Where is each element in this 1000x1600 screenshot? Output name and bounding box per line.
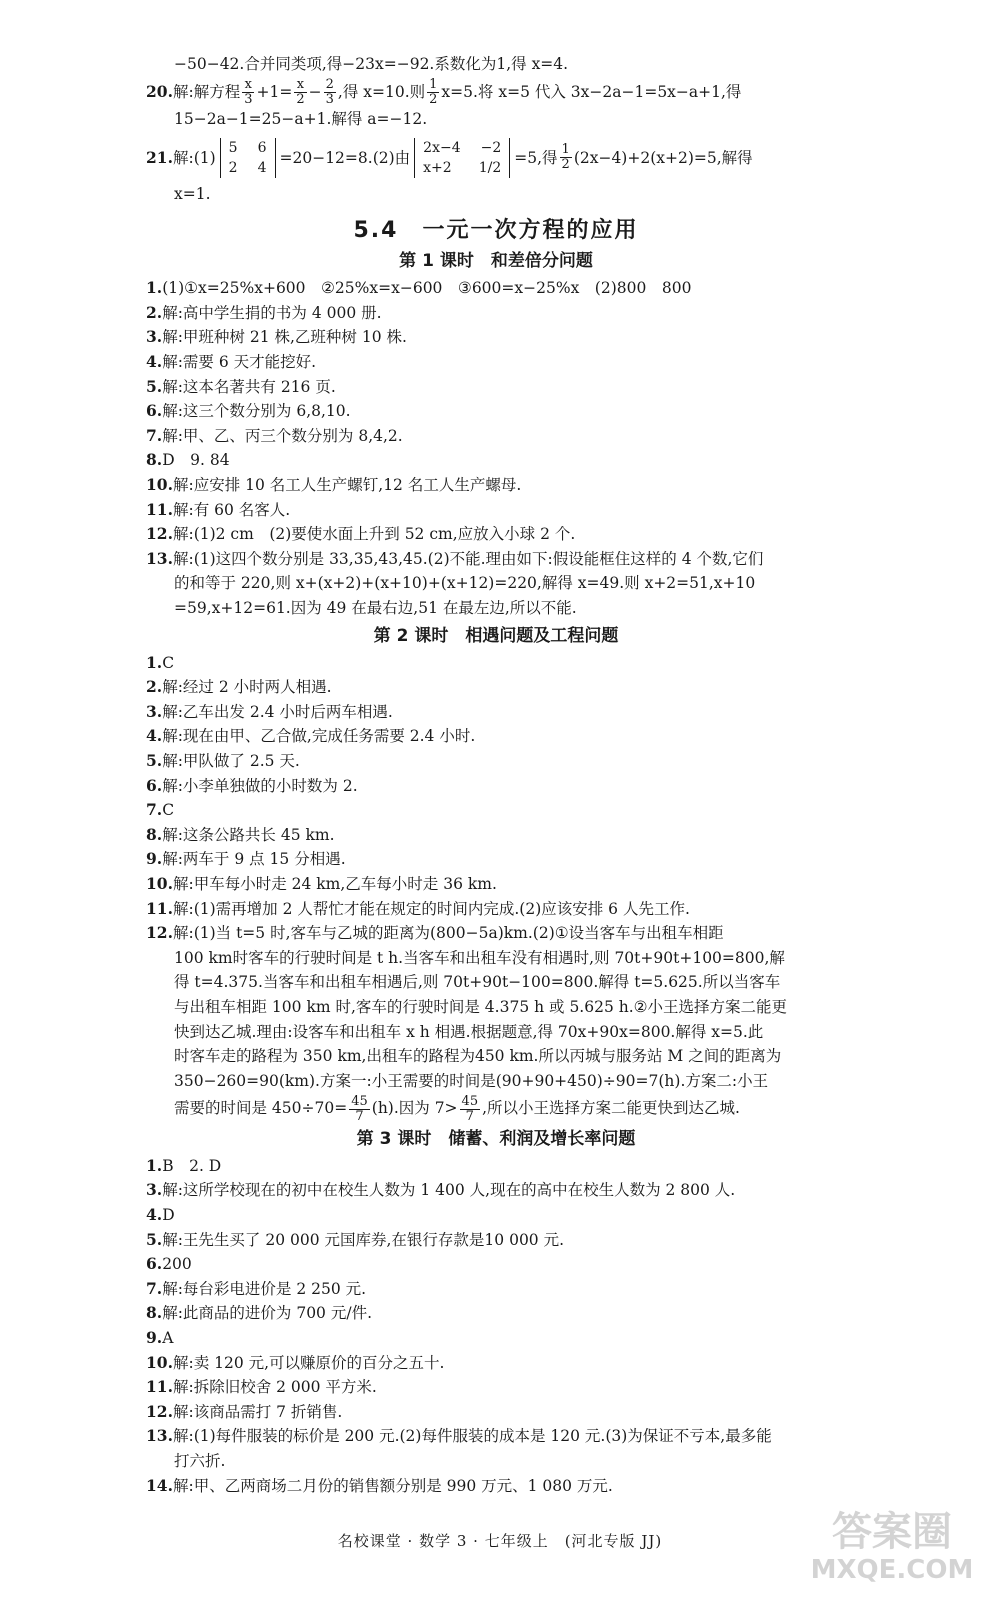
question-number: 8. [146,1303,163,1323]
lesson-2-answer-item [146,847,846,872]
question-number: 7. [146,1278,163,1298]
question-number: 1. [146,652,163,672]
lesson-3-answer-item [146,1277,846,1302]
question-number: 9. [146,1327,163,1347]
answer-text: B 2. D [162,1156,222,1175]
lesson-1-answer-item [146,547,846,572]
answer-text: 解:这所学校现在的初中在校生人数为 1 400 人,现在的高中在校生人数为 2 800 人. [162,1181,736,1200]
lesson-2-answer-item [146,798,846,823]
question-number: 11. [146,499,173,519]
question-number: 5. [146,1229,163,1249]
q19-tail: −50−42.合并同类项,得−23x=−92.系数化为1,得 x=4. [174,55,569,73]
answer-text: 解:甲队做了 2.5 天. [162,751,300,770]
lesson-2-answer-item [146,749,846,774]
lesson-1-answer-item [146,448,846,473]
question-number: 3. [146,701,163,721]
lesson-3-q13-line2: 打六折. [174,1451,226,1470]
lesson-1-q13-line2: 的和等于 220,则 x+(x+2)+(x+10)+(x+12)=220,解得 x=49.则 x+2=51,x+10 [174,574,756,593]
question-number: 10. [146,1352,173,1372]
question-number: 5. [146,750,163,770]
lesson-1-answer-item [146,522,846,547]
lesson-3-answer-item [146,1154,846,1179]
lesson-2-q12-line: 350−260=90(km).方案一:小王需要的时间是(90+90+450)÷90=7(h).方案二:小王 [174,1071,769,1090]
question-number: 3. [146,1180,163,1200]
answer-text: 解:这条公路共长 45 km. [162,825,335,844]
fraction: $\frac{1}{2}$ [429,77,438,108]
fraction: $\frac{1}{2}$ [561,142,570,173]
watermark-url: MXQE.COM [810,1555,974,1585]
answer-text: 解:乙车出发 2.4 小时后两车相遇. [162,702,393,721]
lesson-3-answers [146,1154,846,1449]
lesson-2-answer-item [146,921,846,946]
answer-text: 解:甲车每小时走 24 km,乙车每小时走 36 km. [172,874,497,893]
answer-text: 解:该商品需打 7 折销售. [172,1402,343,1421]
lesson-1-answer-item [146,325,846,350]
question-number: 1. [146,278,163,298]
question-number: 4. [146,1204,163,1224]
lesson-2-answer-item [146,651,846,676]
lesson-2-answers [146,651,846,946]
lesson-1-answer-item [146,301,846,326]
lesson-2-q12-last-line: 需要的时间是 450÷70= $\frac{45}{7}$ (h).因为 7> $\frac{45}{7}$ ,所以小王选择方案二能更快到达乙城. [174,1093,740,1124]
question-number: 8. [146,824,163,844]
question-number: 8. [146,450,163,470]
question-number: 5. [146,376,163,396]
answer-text: 解:(1)这四个数分别是 33,35,43,45.(2)不能.理由如下:假设能框住这样的 4 个数,它们 [172,549,764,568]
question-number: 13. [146,548,173,568]
lesson-1-answer-item [146,399,846,424]
lesson-2-answer-item [146,700,846,725]
section-title: 5.4 一元一次方程的应用 [353,218,639,244]
answer-text: 解:这本名著共有 216 页. [162,377,336,396]
answer-text: D [162,1205,175,1224]
lesson-3-answer-item [146,1252,846,1277]
fraction: $\frac{x}{2}$ [296,77,305,108]
question-number: 6. [146,401,163,421]
question-number: 9. [146,849,163,869]
lesson-2-q12-line: 时客车走的路程为 350 km,出租车的路程为450 km.所以丙城与服务站 M 之间的距离为 [174,1047,782,1066]
lesson-2-q12-continuation [146,946,846,1094]
question-number: 2. [146,302,163,322]
lesson-3-title: 第 3 课时 储蓄、利润及增长率问题 [356,1128,636,1149]
answer-text: 解:现在由甲、乙合做,完成任务需要 2.4 小时. [162,727,476,746]
lesson-1-answer-item [146,424,846,449]
lesson-2-answer-item [146,774,846,799]
determinant-1: 5 6 2 4 [220,138,276,178]
answer-text: 解:小李单独做的小时数为 2. [162,776,358,795]
answer-text: 解:王先生买了 20 000 元国库券,在银行存款是10 000 元. [162,1230,565,1249]
answer-page [146,52,846,1498]
question-number: 12. [146,923,173,943]
q21-line2: x=1. [174,184,211,203]
question-number: 11. [146,898,173,918]
lesson-3-answer-item [146,1375,846,1400]
answer-text: 解:有 60 名客人. [172,500,291,519]
lesson-3-answer-item [146,1228,846,1253]
lesson-2-answer-item [146,823,846,848]
q20-line2: 15−2a−1=25−a+1.解得 a=−12. [174,110,428,129]
lesson-3-answer-item [146,1326,846,1351]
answer-text: 解:经过 2 小时两人相遇. [162,678,332,697]
question-number: 3. [146,327,163,347]
question-number: 7. [146,800,163,820]
lesson-1-title: 第 1 课时 和差倍分问题 [399,251,593,272]
question-number: 7. [146,425,163,445]
answer-text: 解:需要 6 天才能挖好. [162,353,317,372]
answer-text: 解:这三个数分别为 6,8,10. [162,402,351,421]
question-number: 10. [146,873,173,893]
question-number: 4. [146,352,163,372]
answer-text: 解:(1)需再增加 2 人帮忙才能在规定的时间内完成.(2)应该安排 6 人先工作. [172,899,690,918]
lesson-2-q12-line: 与出租车相距 100 km 时,客车的行驶时间是 4.375 h 或 5.625 h.②小王选择方案二能更 [174,997,788,1016]
answer-text: 解:每台彩电进价是 2 250 元. [162,1279,367,1298]
lesson-2-q12-line: 快到达乙城.理由:设客车和出租车 x h 相遇.根据题意,得 70x+90x=800.解得 x=5.此 [174,1022,764,1041]
fraction: $\frac{45}{7}$ [351,1093,368,1124]
q20-number: 20. [146,81,173,101]
answer-text: 解:(1)每件服装的标价是 200 元.(2)每件服装的成本是 120 元.(3)为保证不亏本,最多能 [172,1427,772,1446]
lesson-1-q13-line3: =59,x+12=61.因为 49 在最右边,51 在最左边,所以不能. [174,599,577,617]
watermark-text: 答案圈 [832,1509,952,1555]
answer-text: 解:(1)当 t=5 时,客车与乙城的距离为(800−5a)km.(2)①设当客车与出租车相距 [172,924,724,943]
answer-text: 解:甲、乙、丙三个数分别为 8,4,2. [162,426,403,445]
question-number: 1. [146,1155,163,1175]
page-footer: 名校课堂 · 数学 3 · 七年级上 (河北专版 JJ) [337,1532,663,1550]
lesson-3-answer-item [146,1424,846,1449]
lesson-3-q14: 14.解:甲、乙两商场二月份的销售额分别是 990 万元、1 080 万元. [146,1475,613,1495]
question-number: 12. [146,524,173,544]
fraction: $\frac{2}{3}$ [325,77,334,108]
fraction: $\frac{45}{7}$ [461,1093,479,1124]
lesson-2-answer-item [146,897,846,922]
lesson-2-answer-item [146,724,846,749]
watermark-logo [802,1490,982,1590]
lesson-2-answer-item [146,675,846,700]
answer-text: 解:两车于 9 点 15 分相遇. [162,850,346,869]
q20-line1: 20.解:解方程 $\frac{x}{3}$ +1= $\frac{x}{2}$ − $\frac{2}{3}$ ,得 x=10.则 $\frac{1}{2}$ x=5.将 x=5 代入 3x−2a−1=5x−a+1,得 [146,77,742,108]
answer-text: 解:高中学生捐的书为 4 000 册. [162,303,382,322]
answer-text: 解:此商品的进价为 700 元/件. [162,1304,372,1323]
answer-text: 解:卖 120 元,可以赚原价的百分之五十. [172,1353,445,1372]
lesson-1-answer-item [146,473,846,498]
lesson-1-answers [146,276,846,571]
answer-text: 200 [162,1255,192,1274]
answer-text: A [162,1328,174,1347]
lesson-3-answer-item [146,1400,846,1425]
lesson-1-answer-item [146,498,846,523]
fraction: $\frac{x}{3}$ [244,77,253,108]
lesson-1-answer-item [146,350,846,375]
lesson-1-answer-item [146,276,846,301]
determinant-2: 2x−4 −2 x+2 1/2 [414,138,510,178]
answer-text: C [162,801,175,820]
lesson-3-answer-item [146,1178,846,1203]
question-number: 6. [146,1254,163,1274]
answer-text: 解:拆除旧校舍 2 000 平方米. [172,1378,377,1397]
question-number: 6. [146,775,163,795]
lesson-2-q12-line: 100 km时客车的行驶时间是 t h.当客车和出租车没有相遇时,则 70t+90t+100=800,解 [174,948,785,967]
lesson-3-answer-item [146,1203,846,1228]
lesson-3-answer-item [146,1351,846,1376]
answer-text: C [162,653,175,672]
lesson-2-answer-item [146,872,846,897]
lesson-2-q12-line: 得 t=4.375.当客车和出租车相遇后,则 70t+90t−100=800.解得 t=5.625.所以当客车 [174,973,781,992]
q21-line1: 21. 解:(1) 5 6 2 4 =20−12=8.(2)由 2x−4 −2 x+2 1/2 =5,得 $\frac{1}{2}$ (2x−4)+2(x+2)=5,解得 [146,139,753,176]
question-number: 10. [146,475,173,495]
question-number: 13. [146,1426,173,1446]
lesson-2-title: 第 2 课时 相遇问题及工程问题 [373,625,619,646]
question-number: 4. [146,726,163,746]
answer-text: 解:(1)2 cm (2)要使水面上升到 52 cm,应放入小球 2 个. [172,525,576,544]
answer-text: 解:甲班种树 21 株,乙班种树 10 株. [162,328,407,347]
answer-text: D 9. 84 [162,451,230,470]
lesson-1-answer-item [146,375,846,400]
question-number: 2. [146,677,163,697]
answer-text: 解:应安排 10 名工人生产螺钉,12 名工人生产螺母. [172,476,522,495]
lesson-3-answer-item [146,1301,846,1326]
q21-number: 21. [146,147,173,167]
answer-text: (1)①x=25%x+600 ②25%x=x−600 ③600=x−25%x (2)800 800 [162,279,692,298]
question-number: 12. [146,1401,173,1421]
question-number: 11. [146,1377,173,1397]
